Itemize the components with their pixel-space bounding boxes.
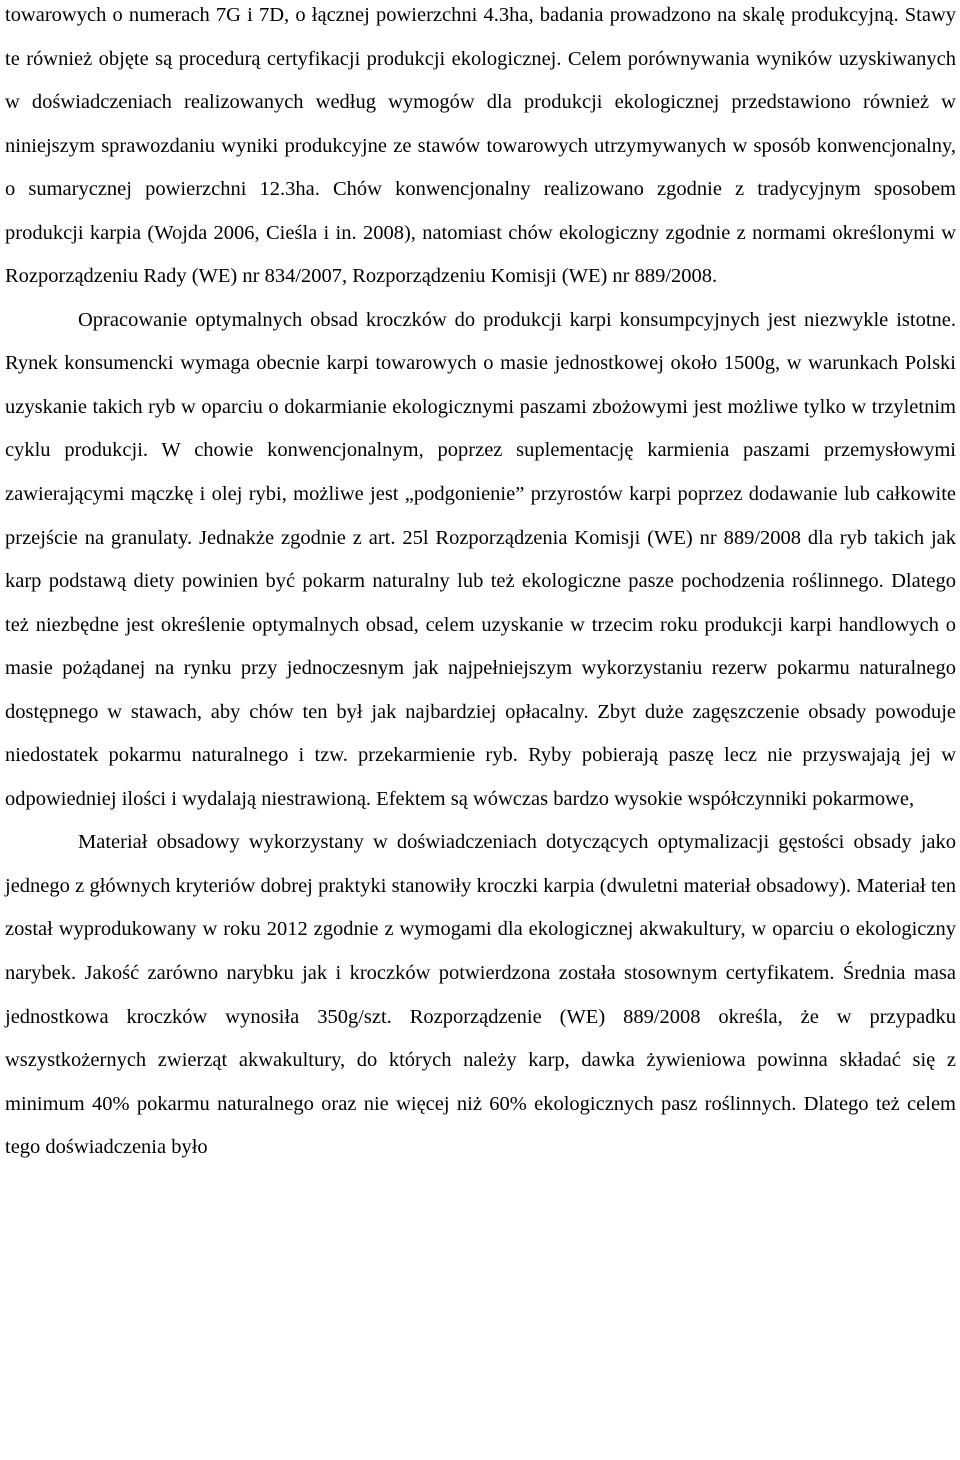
paragraph-optimal-stocking-importance: Opracowanie optymalnych obsad kroczków do produkcji karpi konsumpcyjnych jest niezwykle istotne. Rynek konsumencki wymaga obecnie karpi towarowych o masie jednostkowej około 1500g, w warunkach Polski uzyskanie takich ryb w oparciu o dokarmianie ekologicznymi paszami zbożowymi jest możliwe tylko w trzyletnim cyklu produkcji. W chowie konwencjonalnym, poprzez suplementację karmienia paszami przemysłowymi zawierającymi mączkę i olej rybi, możliwe jest „podgonienie” przyrostów karpi poprzez dodawanie lub całkowite przejście na granulaty. Jednakże zgodnie z art. 25l Rozporządzenia Komisji (WE) nr 889/2008 dla ryb takich jak karp podstawą diety powinien być pokarm naturalny lub też ekologiczne pasze pochodzenia roślinnego. Dlatego też niezbędne jest określenie optymalnych obsad, celem uzyskanie w trzecim roku produkcji karpi handlowych o masie pożądanej na rynku przy jednoczesnym jak najpełniejszym wykorzystaniu rezerw pokarmu naturalnego dostępnego w stawach, aby chów ten był jak najbardziej opłacalny. Zbyt duże zagęszczenie obsady powoduje niedostatek pokarmu naturalnego i tzw. przekarmienie ryb. Ryby pobierają paszę lecz nie przyswajają jej w odpowiedniej ilości i wydalają niestrawioną. Efektem są wówczas bardzo wysokie współczynniki pokarmowe, [5, 308, 956, 810]
paragraph-stocking-material: Materiał obsadowy wykorzystany w doświadczeniach dotyczących optymalizacji gęstości obsady jako jednego z głównych kryteriów dobrej praktyki stanowiły kroczki karpia (dwuletni materiał obsadowy). Materiał ten został wyprodukowany w roku 2012 zgodnie z wymogami dla ekologicznej akwakultury, w oparciu o ekologiczny narybek. Jakość zarówno narybku jak i kroczków potwierdzona została stosownym certyfikatem. Średnia masa jednostkowa kroczków wynosiła 350g/szt. Rozporządzenie (WE) 889/2008 określa, że w przypadku wszystkożernych zwierząt akwakultury, do których należy karp, dawka żywieniowa powinna składać się z minimum 40% pokarmu naturalnego oraz nie więcej niż 60% ekologicznych pasz roślinnych. Dlatego też celem tego doświadczenia było [5, 831, 956, 1159]
paragraph-pond-study-scope: towarowych o numerach 7G i 7D, o łącznej powierzchni 4.3ha, badania prowadzono na skalę produkcyjną. Stawy te również objęte są procedurą certyfikacji produkcji ekologicznej. Celem porównywania wyników uzyskiwanych w doświadczeniach realizowanych według wymogów dla produkcji ekologicznej przedstawiono również w niniejszym sprawozdaniu wyniki produkcyjne ze stawów towarowych utrzymywanych w sposób konwencjonalny, o sumarycznej powierzchni 12.3ha. Chów konwencjonalny realizowano zgodnie z tradycyjnym sposobem produkcji karpia (Wojda 2006, Cieśla i in. 2008), natomiast chów ekologiczny zgodnie z normami określonymi w Rozporządzeniu Rady (WE) nr 834/2007, Rozporządzeniu Komisji (WE) nr 889/2008. [5, 4, 956, 288]
